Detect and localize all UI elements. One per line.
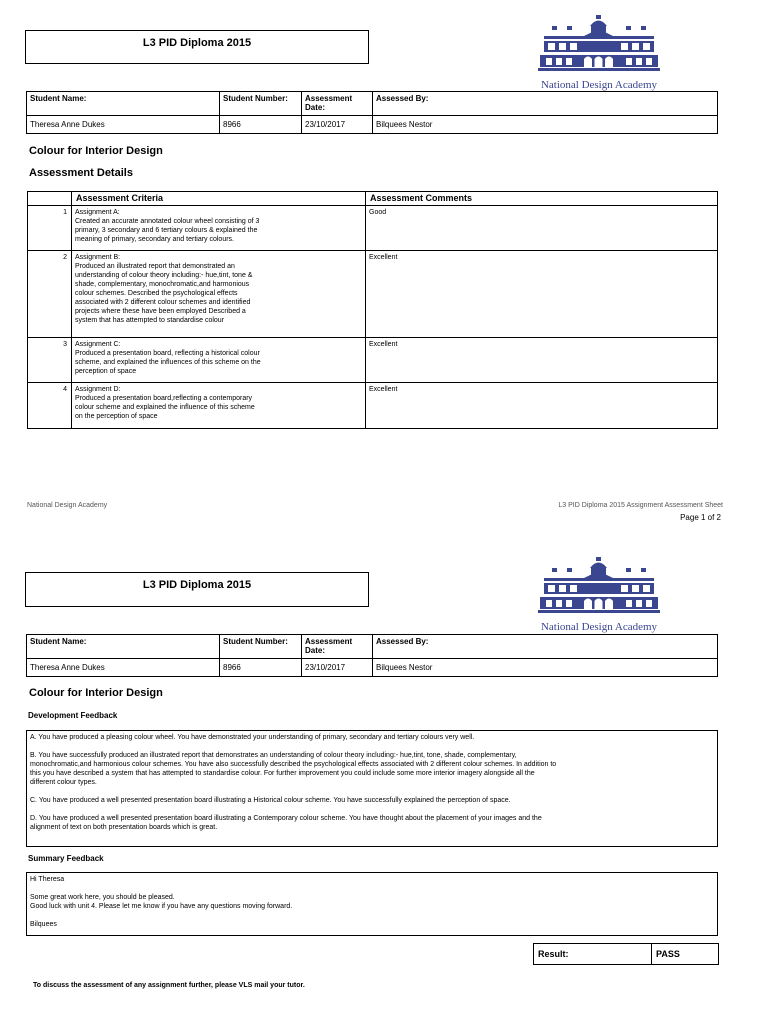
course-title: L3 PID Diploma 2015 bbox=[142, 37, 252, 49]
summary-line: Good luck with unit 4. Please let me know if you have any questions moving forward. bbox=[30, 903, 293, 910]
row-number: 4 bbox=[28, 383, 72, 429]
criteria-num-header bbox=[28, 192, 72, 206]
criteria-line: shade, complementary, monochromatic,and harmonious bbox=[75, 281, 250, 288]
feedback-paragraph bbox=[30, 796, 714, 805]
academy-logo bbox=[534, 556, 664, 633]
criteria-line: projects where these have been employed Described a bbox=[75, 308, 246, 315]
comment-cell: Excellent bbox=[366, 338, 718, 383]
criteria-line: on the perception of space bbox=[75, 413, 158, 420]
building-icon bbox=[534, 14, 664, 74]
row-number: 3 bbox=[28, 338, 72, 383]
feedback-line: different colour types. bbox=[30, 779, 97, 786]
feedback-line: alignment of text on both presentation boards which is great. bbox=[30, 824, 218, 831]
result-row bbox=[534, 944, 719, 965]
footer-right: L3 PID Diploma 2015 Assignment Assessment Sheet bbox=[558, 502, 723, 509]
unit-title-2: Colour for Interior Design bbox=[29, 687, 163, 699]
assessed-by-label: Assessed By: bbox=[373, 635, 718, 659]
criteria-cell bbox=[72, 251, 366, 338]
assessed-by-value: Bilquees Nestor bbox=[373, 116, 718, 134]
criteria-line: Produced a presentation board, reflecting a historical colour bbox=[75, 350, 260, 357]
info-value-row bbox=[27, 659, 718, 677]
assessment-date-value: 23/10/2017 bbox=[302, 116, 373, 134]
criteria-line: understanding of colour theory including:- hue,tint, tone & bbox=[75, 272, 253, 279]
result-value: PASS bbox=[652, 944, 719, 965]
criteria-line: associated with 2 different colour schemes and identified bbox=[75, 299, 251, 306]
assignment-title: Assignment C: bbox=[75, 341, 121, 348]
logo-caption: National Design Academy bbox=[540, 621, 658, 633]
criteria-line: colour scheme and explained the influence of this scheme bbox=[75, 404, 255, 411]
unit-title: Colour for Interior Design bbox=[29, 145, 163, 157]
student-number-label: Student Number: bbox=[220, 92, 302, 116]
student-number-value: 8966 bbox=[220, 116, 302, 134]
table-row bbox=[28, 206, 718, 251]
summary-paragraph bbox=[30, 920, 714, 929]
course-title-box-2 bbox=[25, 572, 369, 607]
feedback-paragraph bbox=[30, 751, 714, 787]
footer-left: National Design Academy bbox=[27, 502, 108, 509]
criteria-header: Assessment Criteria bbox=[72, 192, 366, 206]
assignment-title: Assignment D: bbox=[75, 386, 121, 393]
assessment-details-heading: Assessment Details bbox=[29, 167, 133, 179]
criteria-table bbox=[27, 191, 718, 429]
info-header-row bbox=[27, 92, 718, 116]
feedback-line: this you have described a system that has attempted to standardise colour. For further improvement you could include some more interior imagery alongside all the bbox=[30, 770, 535, 777]
course-title-box bbox=[25, 30, 369, 64]
table-row bbox=[28, 338, 718, 383]
summary-line: Hi Theresa bbox=[30, 876, 65, 883]
student-number-label: Student Number: bbox=[220, 635, 302, 659]
feedback-line: B. You have successfully produced an illustrated report that demonstrates an understanding of colour theory including:- hue,tint, tone, shade, complementary, bbox=[30, 752, 517, 759]
student-info-table bbox=[26, 91, 718, 134]
logo-caption: National Design Academy bbox=[540, 79, 658, 91]
student-info-table-2 bbox=[26, 634, 718, 677]
table-row bbox=[28, 251, 718, 338]
criteria-line: colour schemes. Described the psychological effects bbox=[75, 290, 238, 297]
student-name-value: Theresa Anne Dukes bbox=[27, 659, 220, 677]
comment-cell: Good bbox=[366, 206, 718, 251]
info-value-row bbox=[27, 116, 718, 134]
academy-logo bbox=[534, 14, 664, 91]
development-feedback-box bbox=[26, 730, 718, 847]
comments-header: Assessment Comments bbox=[366, 192, 718, 206]
summary-feedback-heading: Summary Feedback bbox=[28, 854, 104, 863]
course-title: L3 PID Diploma 2015 bbox=[142, 579, 252, 591]
assignment-title: Assignment A: bbox=[75, 209, 120, 216]
feedback-line: A. You have produced a pleasing colour wheel. You have demonstrated your understanding of primary, secondary and tertiary colours very well. bbox=[30, 734, 475, 741]
result-label: Result: bbox=[534, 944, 652, 965]
criteria-header-row bbox=[28, 192, 718, 206]
feedback-paragraph bbox=[30, 814, 714, 832]
row-number: 2 bbox=[28, 251, 72, 338]
summary-paragraph bbox=[30, 893, 714, 911]
student-name-label: Student Name: bbox=[27, 635, 220, 659]
student-name-label: Student Name: bbox=[27, 92, 220, 116]
student-number-value: 8966 bbox=[220, 659, 302, 677]
summary-line: Some great work here, you should be pleased. bbox=[30, 894, 175, 901]
summary-feedback-box bbox=[26, 872, 718, 936]
comment-cell: Excellent bbox=[366, 383, 718, 429]
closing-note: To discuss the assessment of any assignment further, please VLS mail your tutor. bbox=[33, 982, 305, 989]
feedback-line: D. You have produced a well presented presentation board illustrating a Contemporary colour scheme. You have thought about the placement of your images and the bbox=[30, 815, 542, 822]
assessed-by-value: Bilquees Nestor bbox=[373, 659, 718, 677]
criteria-line: meaning of primary, secondary and tertiary colours. bbox=[75, 236, 234, 243]
development-feedback-heading: Development Feedback bbox=[28, 711, 118, 720]
criteria-line: Created an accurate annotated colour wheel consisting of 3 bbox=[75, 218, 260, 225]
info-header-row bbox=[27, 635, 718, 659]
assessment-date-label: Assessment Date: bbox=[302, 635, 373, 659]
criteria-line: scheme, and explained the influences of this scheme on the bbox=[75, 359, 261, 366]
result-table bbox=[533, 943, 719, 965]
table-row bbox=[28, 383, 718, 429]
student-name-value: Theresa Anne Dukes bbox=[27, 116, 220, 134]
criteria-line: system that has attempted to standardise colour bbox=[75, 317, 225, 324]
criteria-line: Produced an illustrated report that demonstrated an bbox=[75, 263, 235, 270]
comment-cell: Excellent bbox=[366, 251, 718, 338]
criteria-line: primary, 3 secondary and 6 tertiary colours & explained the bbox=[75, 227, 258, 234]
criteria-line: Produced a presentation board,reflecting a contemporary bbox=[75, 395, 253, 402]
assignment-title: Assignment B: bbox=[75, 254, 121, 261]
feedback-paragraph bbox=[30, 733, 714, 742]
assessment-date-value: 23/10/2017 bbox=[302, 659, 373, 677]
criteria-cell bbox=[72, 338, 366, 383]
assessed-by-label: Assessed By: bbox=[373, 92, 718, 116]
building-icon bbox=[534, 556, 664, 616]
feedback-line: C. You have produced a well presented presentation board illustrating a Historical colour scheme. You have successfully explained the perception of space. bbox=[30, 797, 511, 804]
criteria-cell bbox=[72, 206, 366, 251]
row-number: 1 bbox=[28, 206, 72, 251]
criteria-line: perception of space bbox=[75, 368, 137, 375]
assessment-date-label: Assessment Date: bbox=[302, 92, 373, 116]
criteria-cell bbox=[72, 383, 366, 429]
page-number: Page 1 of 2 bbox=[680, 513, 721, 522]
summary-paragraph bbox=[30, 875, 714, 884]
summary-line: Bilquees bbox=[30, 921, 57, 928]
feedback-line: monochromatic,and harmonious colour schemes. You have also successfully described the psychological effects associated with 2 different colour schemes. In addition to bbox=[30, 761, 557, 768]
